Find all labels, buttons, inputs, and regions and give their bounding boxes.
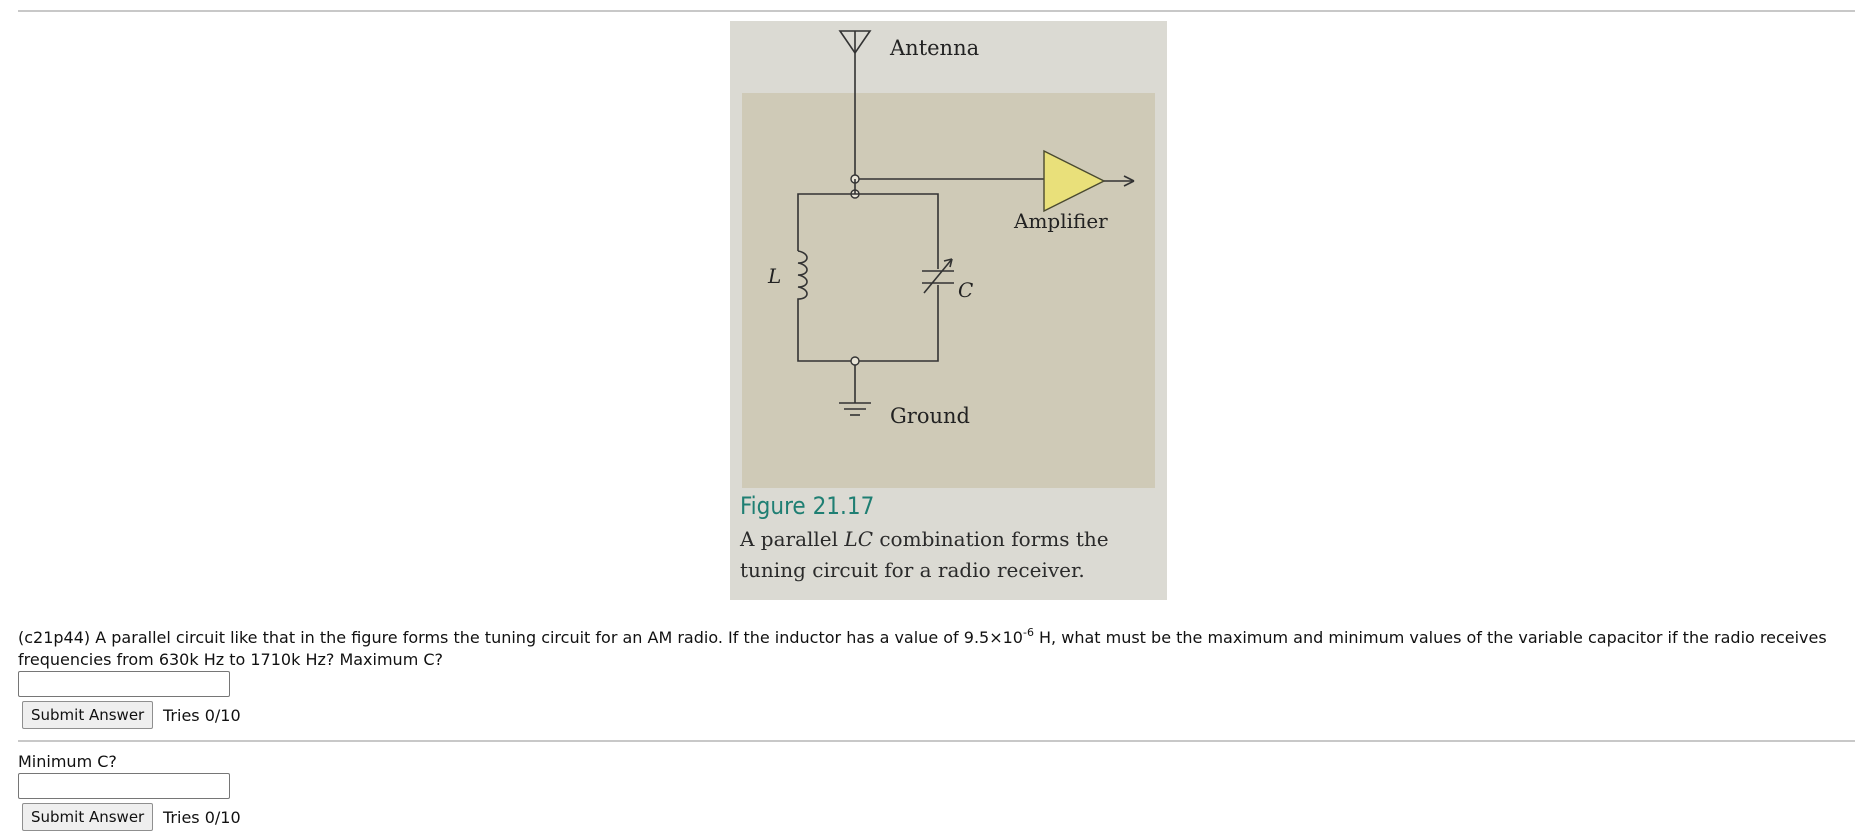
- amplifier-label: Amplifier: [1014, 209, 1108, 233]
- inductor-label: L: [768, 264, 782, 288]
- capacitor-label: C: [958, 278, 974, 302]
- submit-answer-button-max[interactable]: Submit Answer: [22, 701, 153, 729]
- figure-caption-title: Figure 21.17: [740, 492, 875, 520]
- antenna-label: Antenna: [890, 36, 980, 60]
- figure-caption-line-2: tuning circuit for a radio receiver.: [740, 558, 1085, 582]
- tries-counter-min: Tries 0/10: [163, 808, 241, 827]
- bottom-junction: [851, 357, 859, 365]
- ground-label: Ground: [890, 404, 970, 428]
- top-divider: [18, 10, 1855, 12]
- figure-caption-line-1: A parallel LC combination forms the: [740, 527, 1109, 551]
- minimum-c-label: Minimum C?: [18, 752, 117, 771]
- tries-counter-max: Tries 0/10: [163, 706, 241, 725]
- circuit-diagram: [730, 21, 1167, 600]
- part-divider: [18, 740, 1855, 742]
- minimum-c-input[interactable]: [18, 773, 230, 799]
- circuit-figure: [730, 21, 1167, 600]
- submit-answer-button-min[interactable]: Submit Answer: [22, 803, 153, 831]
- maximum-c-input[interactable]: [18, 671, 230, 697]
- exponent: -6: [1022, 626, 1034, 639]
- question-text: (c21p44) A parallel circuit like that in the figure forms the tuning circuit for an AM radio. If the inductor has a value of $9.5\times 10^{-6}$ H, what must be the maximum and minimum values of the variable capacitor if the radio receives frequencies from 630k Hz to 1710k Hz? Maximum C?: [18, 626, 1827, 669]
